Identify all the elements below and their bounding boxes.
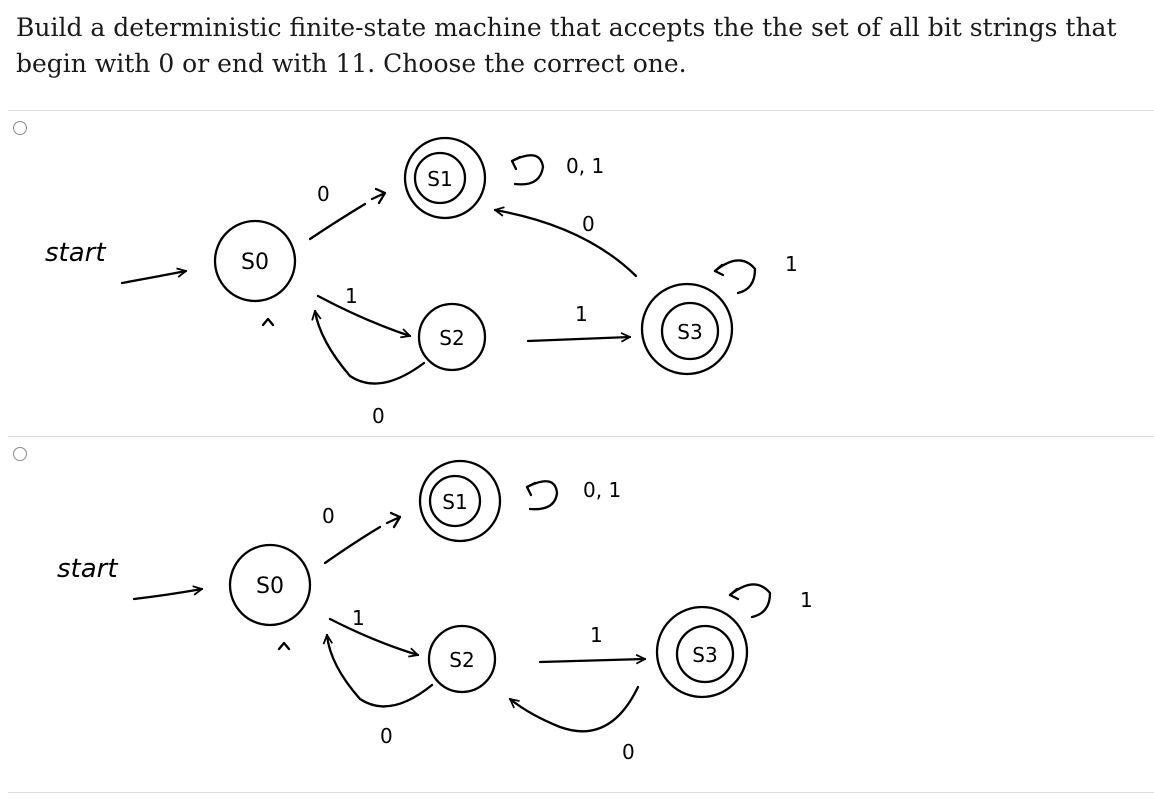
state-s3-label: S3 (677, 320, 703, 344)
state-s1 (405, 138, 485, 218)
edge-s2-s3 (528, 337, 630, 341)
question-text: Build a deterministic finite-state machine that accepts the the set of all bit strings that begin with 0 or end with 11. Choose the correct one. (16, 13, 1117, 78)
start-arrow (122, 271, 186, 283)
edge-s3-loop-arrow (730, 589, 738, 599)
state-s2-label: S2 (439, 326, 465, 350)
edge-s3-s2 (510, 687, 638, 731)
state-s1-label: S1 (427, 167, 453, 191)
edge-s1-loop-label: 0, 1 (583, 478, 622, 502)
state-s3 (642, 284, 732, 374)
edge-s0-s2-label: 1 (352, 606, 365, 630)
option-2-dfa-diagram (0, 437, 1154, 792)
start-label: start (57, 554, 118, 584)
edge-s0-s1 (310, 204, 365, 239)
edge-s1-loop-arrow (527, 483, 535, 495)
answer-option-1[interactable] (0, 111, 1154, 436)
edge-s3-loop-label: 1 (800, 588, 813, 612)
edge-s0-s1-arrow (387, 513, 400, 527)
edge-s2-s3-label: 1 (575, 302, 588, 326)
state-s2 (419, 304, 485, 370)
edge-s3-loop-arrow (715, 265, 723, 275)
edge-s2-s3-label: 1 (590, 623, 603, 647)
state-s0 (230, 545, 310, 625)
edge-s3-s1-label: 0 (582, 212, 595, 236)
edge-s3-s1 (495, 210, 636, 276)
state-s2 (429, 626, 495, 692)
edge-s2-s0-label: 0 (380, 724, 393, 748)
edge-s1-loop-arrow (512, 157, 520, 169)
state-s2-label: S2 (449, 648, 475, 672)
state-s0-label: S0 (256, 574, 284, 599)
state-s3-label: S3 (692, 643, 718, 667)
small-caret-mark (279, 643, 289, 649)
state-s0-label: S0 (241, 250, 269, 275)
edge-s1-loop-label: 0, 1 (566, 154, 605, 178)
edge-s0-s1-label: 0 (317, 182, 330, 206)
edge-s2-s0-label: 0 (372, 404, 385, 428)
edge-s0-s1-arrow (372, 189, 385, 203)
start-arrow (134, 589, 202, 599)
edge-s0-s2 (330, 619, 418, 655)
edge-s0-s1 (325, 527, 380, 563)
state-s1 (420, 461, 500, 541)
state-s0 (215, 221, 295, 301)
answer-option-2[interactable] (0, 437, 1154, 792)
state-s3 (657, 607, 747, 697)
edge-s2-s0 (327, 635, 432, 706)
edge-s0-s1-label: 0 (322, 504, 335, 528)
edge-s2-s3 (540, 659, 645, 662)
edge-s0-s2 (318, 296, 410, 336)
edge-s3-s2-label: 0 (622, 740, 635, 764)
edge-s0-s2-label: 1 (345, 284, 358, 308)
bottom-divider (8, 792, 1154, 793)
start-label: start (45, 238, 106, 268)
option-1-dfa-diagram (0, 111, 1154, 436)
state-s1-label: S1 (442, 490, 468, 514)
edge-s3-loop-label: 1 (785, 252, 798, 276)
small-caret-mark (263, 319, 273, 325)
